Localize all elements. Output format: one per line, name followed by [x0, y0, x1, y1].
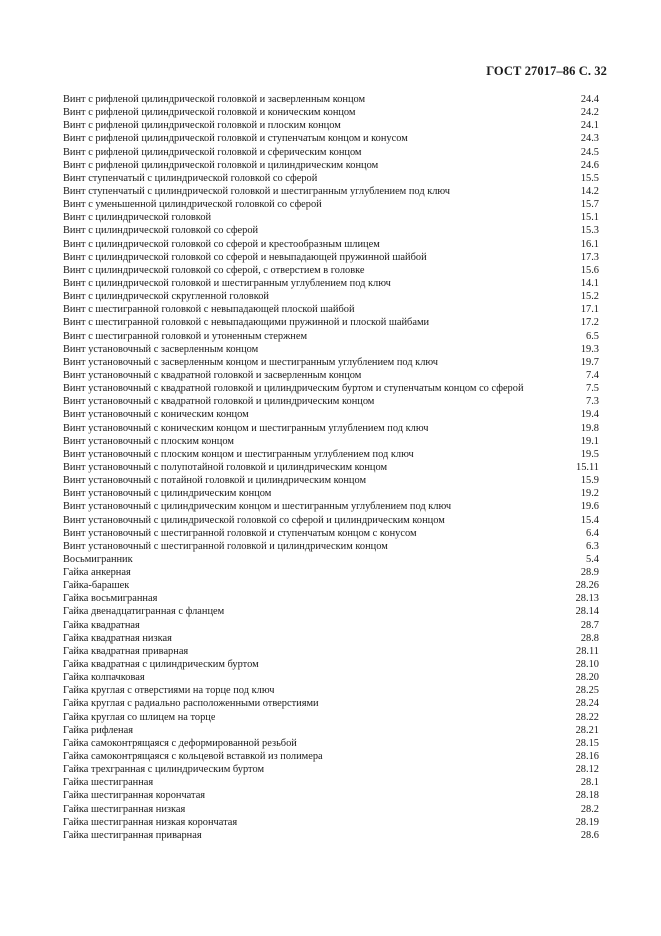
index-entry	[63, 737, 599, 750]
entry-reference: 28.14	[575, 606, 599, 618]
entry-reference: 15.4	[580, 514, 599, 526]
entry-term: Винт установочный с цилиндрическим концом	[63, 488, 272, 500]
index-entry	[63, 750, 599, 763]
index-entry	[63, 658, 599, 671]
entry-reference: 28.25	[575, 685, 599, 697]
entry-reference: 15.7	[580, 199, 599, 211]
index-entry	[63, 119, 599, 132]
entry-reference: 24.4	[580, 94, 599, 105]
entry-term: Винт с рифленой цилиндрической головкой и засверленным концом	[63, 94, 366, 105]
entry-reference: 24.3	[580, 133, 599, 145]
entry-term: Гайка шестигранная приварная	[63, 829, 202, 841]
entry-term: Гайка шестигранная	[63, 777, 154, 789]
index-entry	[63, 185, 599, 198]
entry-reference: 28.19	[575, 816, 599, 828]
index-entry	[63, 211, 599, 224]
index-list	[63, 93, 599, 842]
entry-reference: 28.2	[580, 803, 599, 815]
index-entry	[63, 553, 599, 566]
entry-reference: 14.2	[580, 185, 599, 197]
entry-term: Винт ступенчатый с цилиндрической головкой и шестигранным углублением под ключ	[63, 185, 451, 197]
index-entry	[63, 343, 599, 356]
entry-term: Винт с шестигранной головкой с невыпадающей плоской шайбой	[63, 304, 355, 316]
index-entry	[63, 408, 599, 421]
entry-term: Винт с шестигранной головкой и утоненным стержнем	[63, 330, 308, 342]
index-entry	[63, 763, 599, 776]
entry-reference: 28.8	[580, 632, 599, 644]
entry-term: Гайка квадратная приварная	[63, 645, 189, 657]
index-entry	[63, 816, 599, 829]
entry-term: Гайка-барашек	[63, 580, 130, 592]
entry-reference: 19.7	[580, 356, 599, 368]
entry-reference: 28.13	[575, 593, 599, 605]
entry-term: Гайка круглая с радиально расположенными отверстиями	[63, 698, 319, 710]
entry-reference: 14.1	[580, 277, 599, 289]
index-entry	[63, 789, 599, 802]
index-entry	[63, 671, 599, 684]
entry-term: Гайка круглая с отверстиями на торце под ключ	[63, 685, 275, 697]
entry-reference: 15.1	[580, 212, 599, 224]
index-entry	[63, 540, 599, 553]
entry-term: Винт установочный с засверленным концом	[63, 343, 259, 355]
entry-term: Винт установочный с шестигранной головкой и цилиндрическим концом	[63, 540, 388, 552]
entry-term: Винт установочный с цилиндрической головкой со сферой и цилиндрическим концом	[63, 514, 445, 526]
entry-term: Винт установочный с засверленным концом и шестигранным углублением под ключ	[63, 356, 439, 368]
entry-reference: 7.5	[586, 383, 599, 395]
index-entry	[63, 684, 599, 697]
entry-term: Винт с рифленой цилиндрической головкой и плоским концом	[63, 120, 341, 132]
entry-term: Гайка круглая со шлицем на торце	[63, 711, 216, 723]
entry-reference: 5.4	[586, 553, 599, 565]
entry-term: Винт с рифленой цилиндрической головкой и сферическим концом	[63, 146, 362, 158]
index-entry	[63, 776, 599, 789]
entry-reference: 28.12	[575, 764, 599, 776]
entry-reference: 7.3	[586, 396, 599, 408]
entry-term: Винт установочный с коническим концом	[63, 409, 249, 421]
entry-reference: 28.22	[575, 711, 599, 723]
entry-term: Винт установочный с квадратной головкой и цилиндрическим буртом и ступенчатым концом со сферой	[63, 383, 524, 395]
entry-term: Винт с цилиндрической скругленной головкой	[63, 291, 269, 303]
entry-term: Гайка восьмигранная	[63, 593, 158, 605]
index-entry	[63, 500, 599, 513]
entry-term: Винт с цилиндрической головкой и шестигранным углублением под ключ	[63, 277, 391, 289]
entry-reference: 24.5	[580, 146, 599, 158]
entry-reference: 28.16	[575, 751, 599, 763]
entry-reference: 19.5	[580, 448, 599, 460]
index-entry	[63, 369, 599, 382]
entry-reference: 28.15	[575, 737, 599, 749]
index-entry	[63, 224, 599, 237]
entry-reference: 15.2	[580, 291, 599, 303]
entry-reference: 15.9	[580, 475, 599, 487]
entry-term: Винт установочный с полупотайной головкой и цилиндрическим концом	[63, 461, 388, 473]
entry-reference: 24.1	[580, 120, 599, 132]
index-entry	[63, 645, 599, 658]
entry-reference: 28.26	[575, 580, 599, 592]
index-entry	[63, 106, 599, 119]
entry-reference: 24.6	[580, 159, 599, 171]
entry-term: Восьмигранник	[63, 553, 133, 565]
index-entry	[63, 238, 599, 251]
entry-term: Винт ступенчатый с цилиндрической головкой со сферой	[63, 172, 318, 184]
entry-term: Винт с цилиндрической головкой со сферой и крестообразным шлицем	[63, 238, 380, 250]
entry-reference: 19.3	[580, 343, 599, 355]
index-entry	[63, 422, 599, 435]
entry-reference: 6.5	[586, 330, 599, 342]
entry-term: Винт установочный с плоским концом и шестигранным углублением под ключ	[63, 448, 414, 460]
page-header: ГОСТ 27017–86 С. 32	[486, 64, 607, 78]
entry-reference: 7.4	[586, 369, 599, 381]
entry-term: Гайка двенадцатигранная с фланцем	[63, 606, 225, 618]
entry-reference: 28.1	[580, 777, 599, 789]
index-entry	[63, 146, 599, 159]
index-entry	[63, 605, 599, 618]
index-entry	[63, 461, 599, 474]
entry-reference: 19.4	[580, 409, 599, 421]
entry-reference: 17.1	[580, 304, 599, 316]
entry-term: Гайка шестигранная корончатая	[63, 790, 206, 802]
entry-term: Винт с цилиндрической головкой	[63, 212, 212, 224]
entry-reference: 15.3	[580, 225, 599, 237]
entry-reference: 15.5	[580, 172, 599, 184]
index-entry	[63, 198, 599, 211]
index-entry	[63, 159, 599, 172]
index-entry	[63, 579, 599, 592]
entry-term: Винт с шестигранной головкой с невыпадающими пружинной и плоской шайбами	[63, 317, 430, 329]
entry-term: Винт установочный с квадратной головкой и засверленным концом	[63, 369, 362, 381]
index-entry	[63, 93, 599, 106]
index-entry	[63, 448, 599, 461]
entry-term: Гайка шестигранная низкая корончатая	[63, 816, 238, 828]
index-entry	[63, 711, 599, 724]
entry-term: Винт установочный с плоским концом	[63, 435, 234, 447]
entry-term: Гайка самоконтрящаяся с кольцевой вставкой из полимера	[63, 751, 323, 763]
entry-term: Винт с рифленой цилиндрической головкой и цилиндрическим концом	[63, 159, 379, 171]
entry-reference: 28.10	[575, 659, 599, 671]
entry-reference: 19.6	[580, 501, 599, 513]
entry-reference: 15.11	[576, 461, 599, 473]
entry-reference: 6.3	[586, 540, 599, 552]
entry-term: Винт с цилиндрической головкой со сферой	[63, 225, 259, 237]
entry-reference: 28.24	[575, 698, 599, 710]
entry-term: Гайка квадратная с цилиндрическим буртом	[63, 659, 259, 671]
entry-reference: 19.1	[580, 435, 599, 447]
index-entry	[63, 487, 599, 500]
entry-reference: 17.3	[580, 251, 599, 263]
index-entry	[63, 172, 599, 185]
entry-reference: 15.6	[580, 264, 599, 276]
index-entry	[63, 527, 599, 540]
entry-term: Винт с рифленой цилиндрической головкой и ступенчатым концом и конусом	[63, 133, 408, 145]
entry-term: Винт установочный с шестигранной головкой и ступенчатым концом с конусом	[63, 527, 417, 539]
index-entry	[63, 514, 599, 527]
index-entry	[63, 619, 599, 632]
entry-reference: 6.4	[586, 527, 599, 539]
index-entry	[63, 264, 599, 277]
entry-term: Винт с цилиндрической головкой со сферой, с отверстием в головке	[63, 264, 365, 276]
index-entry	[63, 382, 599, 395]
index-entry	[63, 132, 599, 145]
index-entry	[63, 330, 599, 343]
index-entry	[63, 592, 599, 605]
entry-reference: 28.11	[576, 645, 599, 657]
index-entry	[63, 303, 599, 316]
entry-term: Гайка рифленая	[63, 724, 133, 736]
index-entry	[63, 251, 599, 264]
entry-term: Винт установочный с квадратной головкой и цилиндрическим концом	[63, 396, 375, 408]
entry-reference: 28.9	[580, 567, 599, 579]
entry-reference: 17.2	[580, 317, 599, 329]
entry-term: Гайка квадратная низкая	[63, 632, 172, 644]
entry-term: Винт с цилиндрической головкой со сферой и невыпадающей пружинной шайбой	[63, 251, 427, 263]
entry-reference: 28.18	[575, 790, 599, 802]
index-entry	[63, 395, 599, 408]
entry-term: Гайка самоконтрящаяся с деформированной резьбой	[63, 737, 297, 749]
index-entry	[63, 724, 599, 737]
entry-term: Гайка квадратная	[63, 619, 140, 631]
index-entry	[63, 829, 599, 842]
entry-term: Винт с уменьшенной цилиндрической головкой со сферой	[63, 199, 322, 211]
entry-reference: 19.2	[580, 488, 599, 500]
entry-reference: 28.20	[575, 672, 599, 684]
entry-reference: 19.8	[580, 422, 599, 434]
entry-reference: 24.2	[580, 107, 599, 119]
entry-reference: 28.7	[580, 619, 599, 631]
entry-reference: 28.21	[575, 724, 599, 736]
entry-term: Винт установочный с потайной головкой и цилиндрическим концом	[63, 475, 367, 487]
entry-term: Винт с рифленой цилиндрической головкой и коническим концом	[63, 107, 356, 119]
entry-reference: 16.1	[580, 238, 599, 250]
entry-term: Гайка колпачковая	[63, 672, 145, 684]
entry-term: Гайка шестигранная низкая	[63, 803, 186, 815]
entry-term: Гайка анкерная	[63, 567, 131, 579]
index-entry	[63, 435, 599, 448]
index-entry	[63, 632, 599, 645]
entry-term: Гайка трехгранная с цилиндрическим буртом	[63, 764, 265, 776]
index-entry	[63, 566, 599, 579]
index-entry	[63, 474, 599, 487]
index-entry	[63, 697, 599, 710]
index-entry	[63, 290, 599, 303]
index-entry	[63, 316, 599, 329]
index-entry	[63, 277, 599, 290]
entry-reference: 28.6	[580, 829, 599, 841]
entry-term: Винт установочный с коническим концом и шестигранным углублением под ключ	[63, 422, 429, 434]
index-entry	[63, 803, 599, 816]
index-entry	[63, 356, 599, 369]
entry-term: Винт установочный с цилиндрическим концом и шестигранным углублением под ключ	[63, 501, 452, 513]
